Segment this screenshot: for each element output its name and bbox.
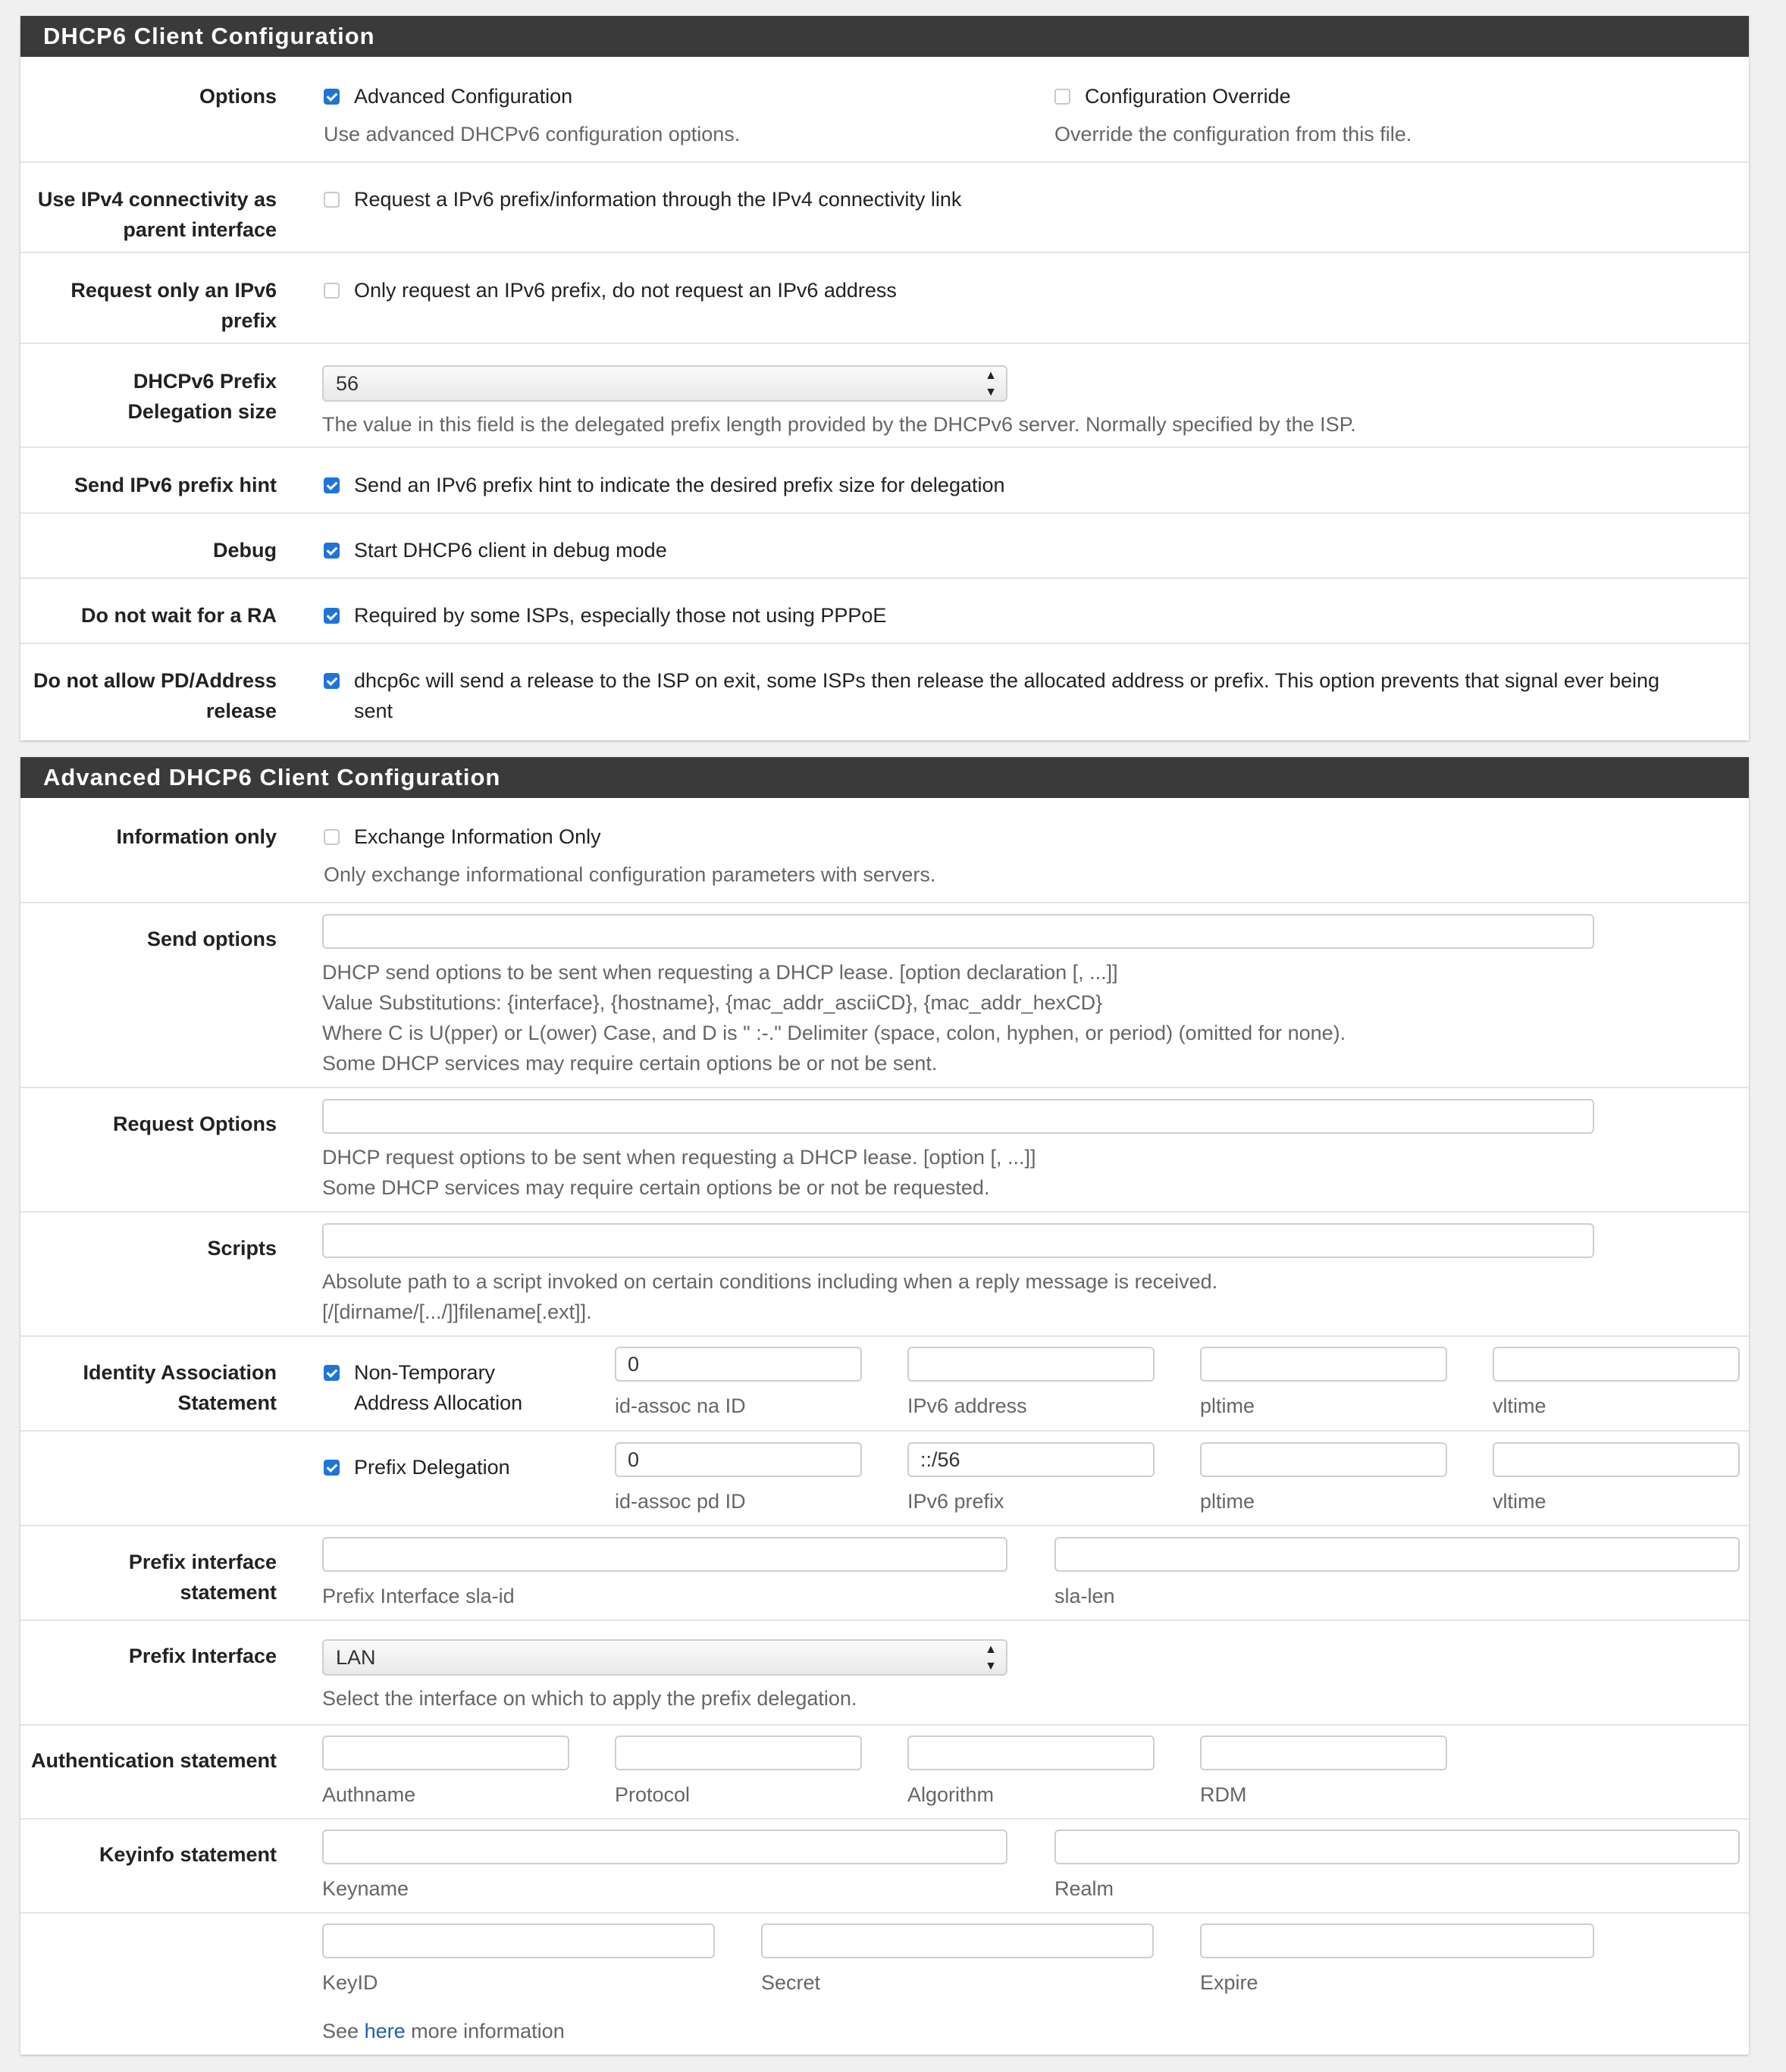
pd-size-label-line1: DHCPv6 Prefix [133, 370, 277, 393]
pd-size-value: 56 [336, 372, 359, 395]
authname-input[interactable] [322, 1736, 569, 1770]
realm-caption: Realm [1054, 1877, 1114, 1900]
debug-text[interactable]: Start DHCP6 client in debug mode [354, 539, 667, 562]
ia-pd-id-input[interactable]: 0 [615, 1442, 862, 1477]
ipv4-parent-label-line1: Use IPv4 connectivity as [37, 188, 277, 211]
prefix-iface-stmt-label-line2: statement [180, 1581, 277, 1604]
configuration-override-label[interactable]: Configuration Override [1085, 85, 1291, 108]
advanced-dhcp6-client-configuration-panel [20, 757, 1749, 2055]
more-info-text [322, 2016, 565, 2046]
divider [20, 1912, 1749, 1914]
ia-pd-prefix-caption: IPv6 prefix [907, 1490, 1004, 1513]
ia-na-pltime-input[interactable] [1200, 1347, 1447, 1382]
no-wait-ra-label: Do not wait for a RA [81, 604, 277, 627]
send-options-help-4: Some DHCP services may require certain options be or not be sent. [322, 1052, 938, 1075]
divider [20, 577, 1749, 579]
no-release-text-line2[interactable]: sent [354, 700, 393, 722]
ia-pd-checkbox[interactable] [324, 1460, 340, 1476]
keyname-caption: Keyname [322, 1877, 409, 1900]
divider [20, 902, 1749, 903]
keyinfo-label: Keyinfo statement [99, 1843, 277, 1866]
keyname-input[interactable] [322, 1829, 1007, 1864]
prefix-iface-stmt-label-line1: Prefix interface [128, 1551, 277, 1573]
algorithm-caption: Algorithm [907, 1783, 995, 1806]
info-only-help: Only exchange informational configuration parameters with servers. [324, 863, 936, 886]
scripts-label: Scripts [207, 1237, 277, 1260]
pd-size-help: The value in this field is the delegated prefix length provided by the DHCPv6 server. Normally specified by the ISP. [322, 413, 1356, 436]
scripts-help-1: Absolute path to a script invoked on certain conditions including when a reply message is received. [322, 1270, 1218, 1293]
ia-na-pltime-caption: pltime [1200, 1394, 1255, 1417]
prefix-only-text[interactable]: Only request an IPv6 prefix, do not request an IPv6 address [354, 279, 897, 302]
ia-pd-prefix-input[interactable]: ::/56 [907, 1442, 1155, 1477]
prefix-only-checkbox[interactable] [324, 283, 340, 299]
ia-label-line1: Identity Association [83, 1361, 277, 1384]
prefix-interface-value: LAN [336, 1646, 376, 1669]
send-options-help-1: DHCP send options to be sent when requesting a DHCP lease. [option declaration [, ...]] [322, 961, 1118, 984]
ia-label-line2: Statement [177, 1391, 277, 1414]
prefix-hint-checkbox[interactable] [324, 477, 340, 493]
scripts-help-2: [/[dirname/[.../]]filename[.ext]]. [322, 1300, 592, 1323]
request-options-help-2: Some DHCP services may require certain options be or not be requested. [322, 1176, 990, 1199]
prefix-only-label-line2: prefix [221, 309, 277, 332]
ia-na-address-input[interactable] [907, 1347, 1155, 1382]
options-label: Options [199, 85, 277, 108]
ia-pd-vltime-input[interactable] [1493, 1442, 1740, 1477]
prefix-only-label-line1: Request only an IPv6 [70, 279, 277, 302]
keyid-caption: KeyID [322, 1971, 378, 1994]
algorithm-input[interactable] [907, 1736, 1155, 1770]
expire-caption: Expire [1200, 1971, 1258, 1994]
ia-pd-label[interactable]: Prefix Delegation [354, 1456, 510, 1479]
rdm-input[interactable] [1200, 1736, 1447, 1770]
prefix-interface-label: Prefix Interface [128, 1645, 277, 1667]
divider [20, 1211, 1749, 1213]
info-only-label: Information only [116, 825, 277, 848]
prefix-interface-select[interactable] [322, 1639, 1007, 1676]
realm-input[interactable] [1054, 1829, 1740, 1864]
request-options-input[interactable] [322, 1099, 1594, 1134]
prefix-hint-label: Send IPv6 prefix hint [74, 474, 277, 496]
advanced-configuration-label[interactable]: Advanced Configuration [354, 85, 573, 108]
divider [20, 252, 1749, 253]
divider [20, 643, 1749, 644]
send-options-input[interactable] [322, 914, 1594, 949]
ia-pd-pltime-caption: pltime [1200, 1490, 1255, 1513]
scripts-input[interactable] [322, 1223, 1594, 1258]
authname-caption: Authname [322, 1783, 416, 1806]
ipv4-parent-text[interactable]: Request a IPv6 prefix/information through the IPv4 connectivity link [354, 188, 962, 211]
configuration-override-checkbox[interactable] [1054, 89, 1070, 105]
divider [20, 343, 1749, 344]
send-options-help-3: Where C is U(pper) or L(ower) Case, and D is " :-." Delimiter (space, colon, hyphen, or period) (omitted for none). [322, 1022, 1346, 1044]
sla-len-input[interactable] [1054, 1537, 1740, 1572]
send-options-label: Send options [147, 928, 277, 950]
divider [20, 1430, 1749, 1432]
no-release-checkbox[interactable] [324, 673, 340, 689]
updown-arrows-icon: ▲ ▼ [985, 369, 997, 399]
ia-na-id-caption: id-assoc na ID [615, 1394, 746, 1417]
prefix-interface-help: Select the interface on which to apply the prefix delegation. [322, 1687, 857, 1710]
debug-checkbox[interactable] [324, 543, 340, 559]
no-wait-ra-text[interactable]: Required by some ISPs, especially those not using PPPoE [354, 604, 887, 627]
divider [20, 512, 1749, 514]
request-options-help-1: DHCP request options to be sent when requesting a DHCP lease. [option [, ...]] [322, 1146, 1036, 1169]
divider [20, 1525, 1749, 1526]
divider [20, 1724, 1749, 1726]
sla-len-caption: sla-len [1054, 1585, 1115, 1607]
no-release-label-line1: Do not allow PD/Address [33, 669, 277, 692]
ia-na-vltime-caption: vltime [1493, 1394, 1546, 1417]
keyid-input[interactable] [322, 1923, 715, 1958]
no-wait-ra-checkbox[interactable] [324, 608, 340, 624]
ia-na-id-input[interactable]: 0 [615, 1347, 862, 1382]
pd-size-select[interactable] [322, 365, 1007, 402]
ipv4-parent-checkbox[interactable] [324, 192, 340, 208]
ipv4-parent-label-line2: parent interface [123, 218, 277, 241]
protocol-input[interactable] [615, 1736, 862, 1770]
configuration-override-help: Override the configuration from this file. [1054, 123, 1412, 146]
ia-pd-pltime-input[interactable] [1200, 1442, 1447, 1477]
ia-na-label-line2[interactable]: Address Allocation [354, 1391, 523, 1414]
no-release-text-line1[interactable]: dhcp6c will send a release to the ISP on exit, some ISPs then release the allocated address or prefix. This option prevents that signal ever being [354, 669, 1660, 692]
no-release-label-line2: release [205, 700, 277, 722]
divider [20, 1087, 1749, 1088]
advanced-configuration-checkbox[interactable] [324, 89, 340, 105]
more-info-prefix: See [322, 2020, 359, 2042]
ia-na-vltime-input[interactable] [1493, 1347, 1740, 1382]
ia-pd-vltime-caption: vltime [1493, 1490, 1546, 1513]
divider [20, 1620, 1749, 1621]
panel-title: DHCP6 Client Configuration [20, 16, 1749, 57]
sla-id-caption: Prefix Interface sla-id [322, 1585, 515, 1607]
send-options-help-2: Value Substitutions: {interface}, {hostname}, {mac_addr_asciiCD}, {mac_addr_hexCD} [322, 991, 1103, 1014]
debug-label: Debug [213, 539, 277, 562]
protocol-caption: Protocol [615, 1783, 691, 1806]
secret-caption: Secret [761, 1971, 821, 1994]
pd-size-label-line2: Delegation size [127, 400, 277, 423]
sla-id-input[interactable] [322, 1537, 1007, 1572]
secret-input[interactable] [761, 1923, 1154, 1958]
divider [20, 161, 1749, 163]
ia-na-address-caption: IPv6 address [907, 1394, 1027, 1417]
divider [20, 446, 1749, 448]
advanced-configuration-help: Use advanced DHCPv6 configuration options. [324, 123, 741, 146]
expire-input[interactable] [1200, 1923, 1594, 1958]
divider [20, 1818, 1749, 1820]
divider [20, 1335, 1749, 1337]
request-options-label: Request Options [112, 1113, 277, 1135]
auth-label: Authentication statement [30, 1749, 277, 1772]
more-info-suffix: more information [411, 2020, 565, 2042]
dhcp6-client-configuration-panel [20, 16, 1749, 740]
prefix-hint-text[interactable]: Send an IPv6 prefix hint to indicate the desired prefix size for delegation [354, 474, 1005, 496]
updown-arrows-icon: ▲ ▼ [985, 1643, 997, 1673]
more-info-link[interactable]: here [364, 2020, 406, 2042]
ia-na-checkbox[interactable] [324, 1365, 340, 1381]
ia-pd-id-caption: id-assoc pd ID [615, 1490, 746, 1513]
info-only-checkbox[interactable] [324, 829, 340, 845]
ia-na-label-line1[interactable]: Non-Temporary [354, 1361, 496, 1384]
panel-title: Advanced DHCP6 Client Configuration [20, 757, 1749, 798]
info-only-text[interactable]: Exchange Information Only [354, 825, 601, 848]
rdm-caption: RDM [1200, 1783, 1247, 1806]
